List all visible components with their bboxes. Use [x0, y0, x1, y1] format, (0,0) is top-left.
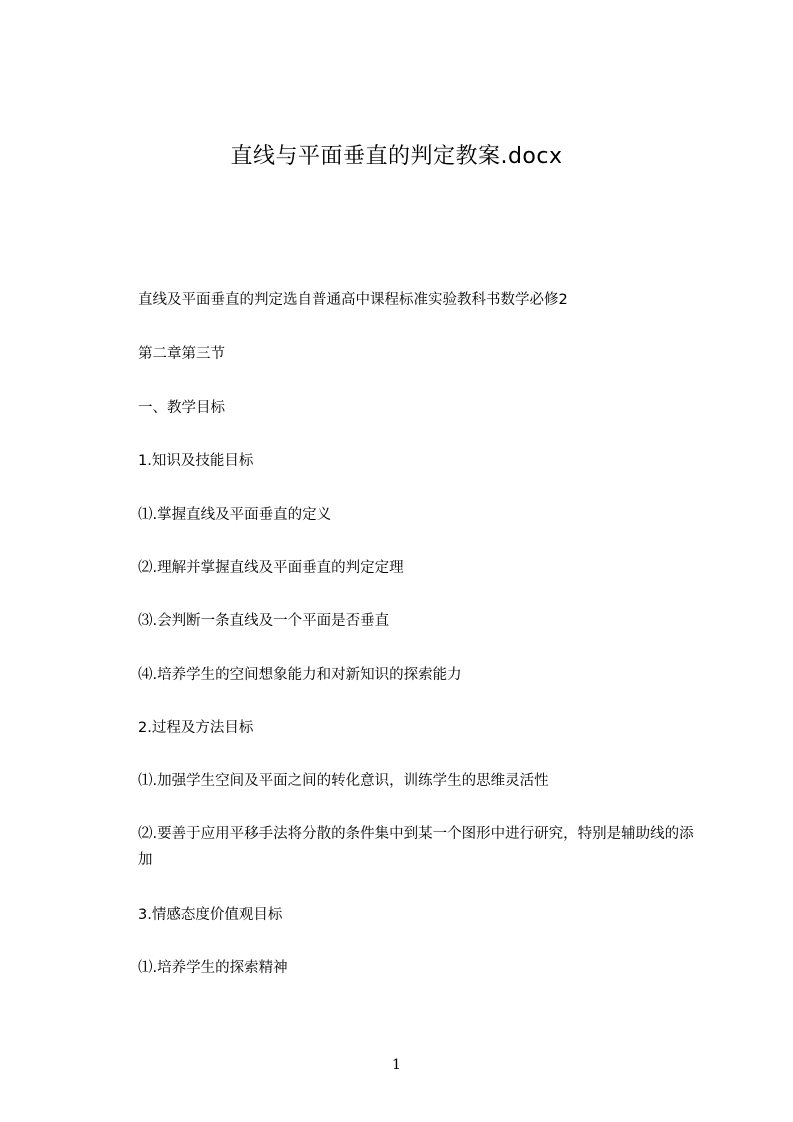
heading-teaching-goals: 一、教学目标	[138, 400, 225, 416]
heading-process-methods: 2.过程及方法目标	[138, 720, 254, 736]
heading-emotional-values: 3.情感态度价值观目标	[138, 907, 283, 923]
list-item-knowledge-1: ⑴.掌握直线及平面垂直的定义	[138, 507, 332, 523]
paragraph-intro: 直线及平面垂直的判定选自普通高中课程标准实验教科书数学必修2	[138, 292, 568, 308]
list-item-process-2: ⑵.要善于应用平移手法将分散的条件集中到某一个图形中进行研究，特别是辅助线的添加	[138, 826, 694, 868]
list-item-process-1: ⑴.加强学生空间及平面之间的转化意识，训练学生的思维灵活性	[138, 773, 549, 789]
page-number: 1	[392, 1057, 401, 1073]
document-title: 直线与平面垂直的判定教案.docx	[230, 144, 563, 169]
heading-knowledge-skills: 1.知识及技能目标	[138, 453, 254, 469]
paragraph-chapter: 第二章第三节	[138, 346, 225, 362]
list-item-knowledge-2: ⑵.理解并掌握直线及平面垂直的判定定理	[138, 560, 404, 576]
list-item-emotional-1: ⑴.培养学生的探索精神	[138, 960, 288, 976]
list-item-knowledge-3: ⑶.会判断一条直线及一个平面是否垂直	[138, 613, 390, 629]
list-item-knowledge-4: ⑷.培养学生的空间想象能力和对新知识的探索能力	[138, 667, 462, 683]
